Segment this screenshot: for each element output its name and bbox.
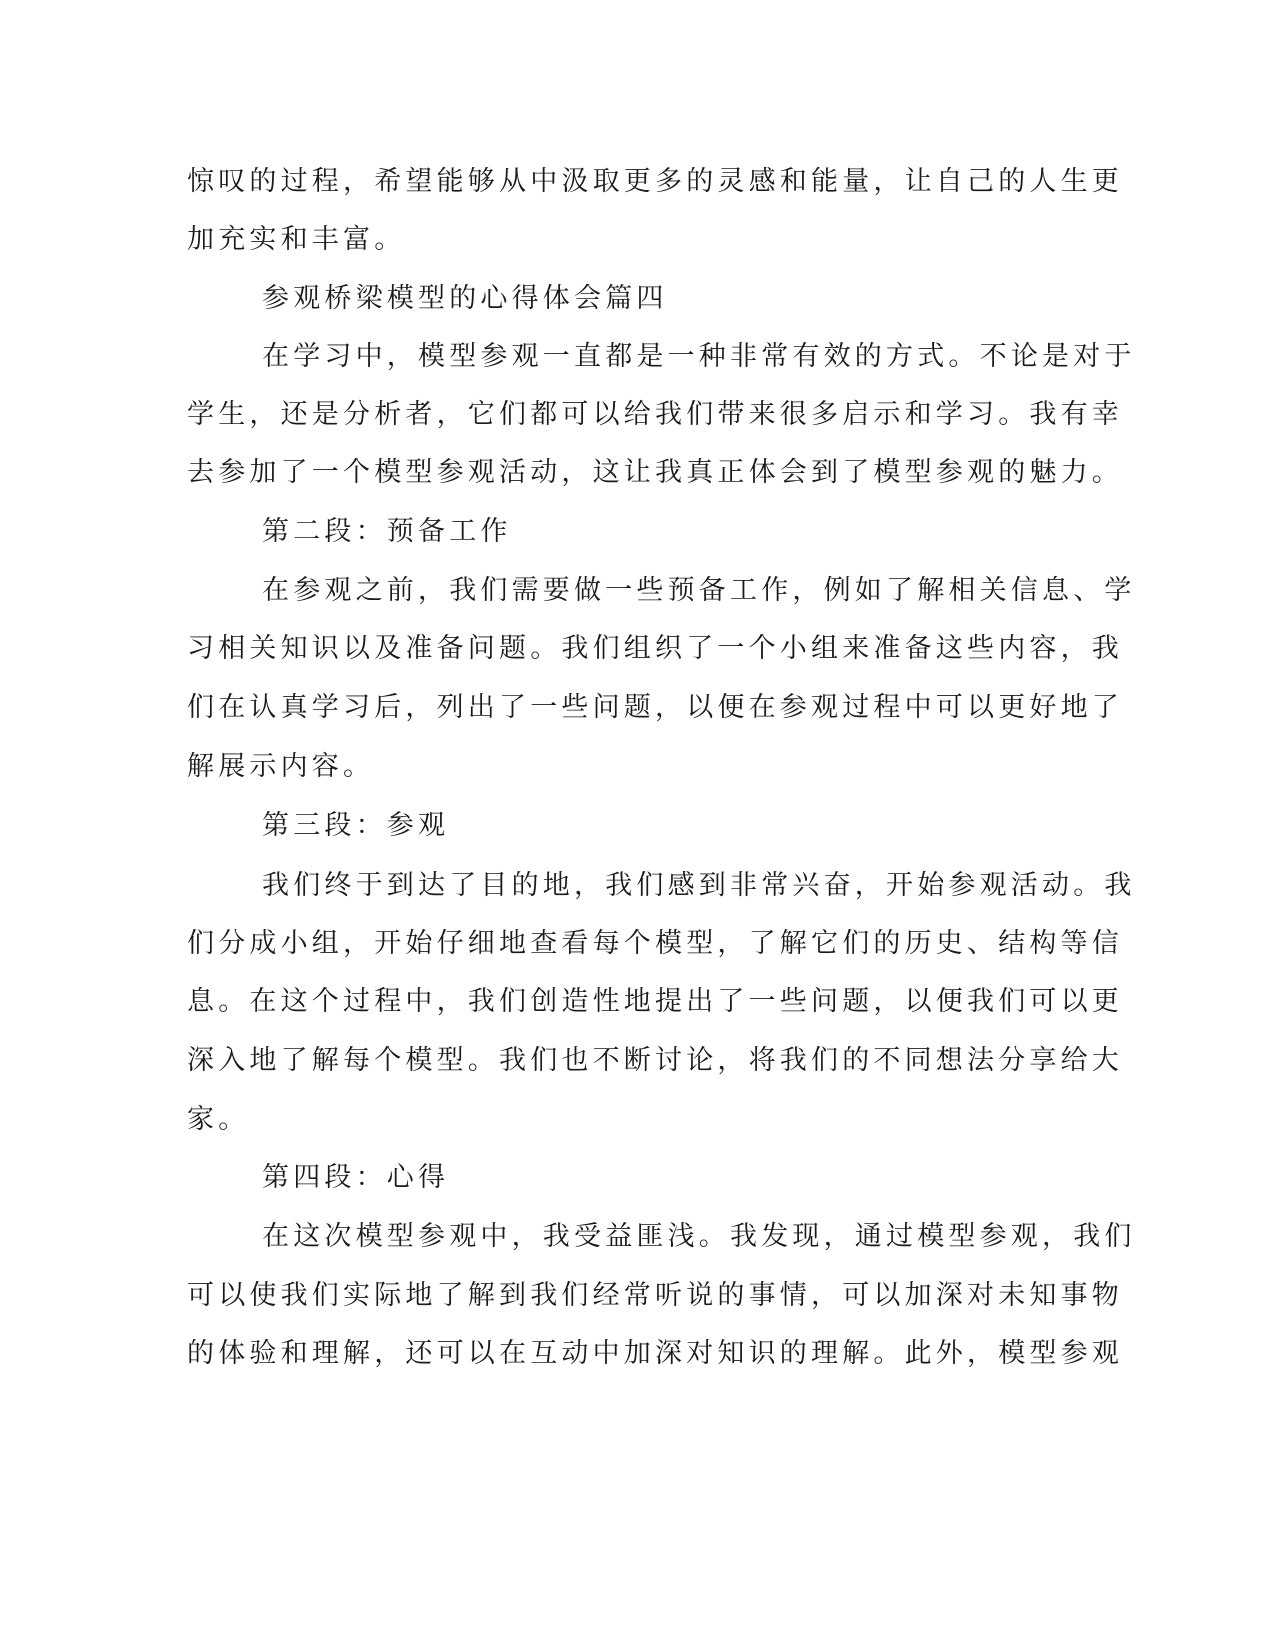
section-heading: 第四段：心得 bbox=[262, 1162, 450, 1193]
body-text-line: 在参观之前，我们需要做一些预备工作，例如了解相关信息、学 bbox=[262, 575, 1136, 606]
body-text-line: 去参加了一个模型参观活动，这让我真正体会到了模型参观的魅力。 bbox=[187, 457, 1123, 488]
section-heading: 参观桥梁模型的心得体会篇四 bbox=[262, 283, 668, 314]
body-text-line: 惊叹的过程，希望能够从中汲取更多的灵感和能量，让自己的人生更 bbox=[187, 166, 1123, 197]
body-text-line: 们分成小组，开始仔细地查看每个模型，了解它们的历史、结构等信 bbox=[187, 928, 1123, 959]
body-text-line: 在这次模型参观中，我受益匪浅。我发现，通过模型参观，我们 bbox=[262, 1221, 1136, 1252]
section-heading: 第三段：参观 bbox=[262, 810, 450, 841]
body-text-line: 我们终于到达了目的地，我们感到非常兴奋，开始参观活动。我 bbox=[262, 870, 1136, 901]
body-text-line: 习相关知识以及准备问题。我们组织了一个小组来准备这些内容，我 bbox=[187, 633, 1123, 664]
body-text-line: 息。在这个过程中，我们创造性地提出了一些问题，以便我们可以更 bbox=[187, 986, 1123, 1017]
body-text-line: 解展示内容。 bbox=[187, 751, 375, 782]
section-heading: 第二段：预备工作 bbox=[262, 516, 512, 547]
body-text-line: 学生，还是分析者，它们都可以给我们带来很多启示和学习。我有幸 bbox=[187, 399, 1123, 430]
body-text-line: 的体验和理解，还可以在互动中加深对知识的理解。此外，模型参观 bbox=[187, 1338, 1123, 1369]
body-text-line: 可以使我们实际地了解到我们经常听说的事情，可以加深对未知事物 bbox=[187, 1280, 1123, 1311]
body-text-line: 家。 bbox=[187, 1104, 250, 1135]
body-text-line: 们在认真学习后，列出了一些问题，以便在参观过程中可以更好地了 bbox=[187, 692, 1123, 723]
body-text-line: 加充实和丰富。 bbox=[187, 224, 406, 255]
body-text-line: 深入地了解每个模型。我们也不断讨论，将我们的不同想法分享给大 bbox=[187, 1045, 1123, 1076]
body-text-line: 在学习中，模型参观一直都是一种非常有效的方式。不论是对于 bbox=[262, 341, 1136, 372]
